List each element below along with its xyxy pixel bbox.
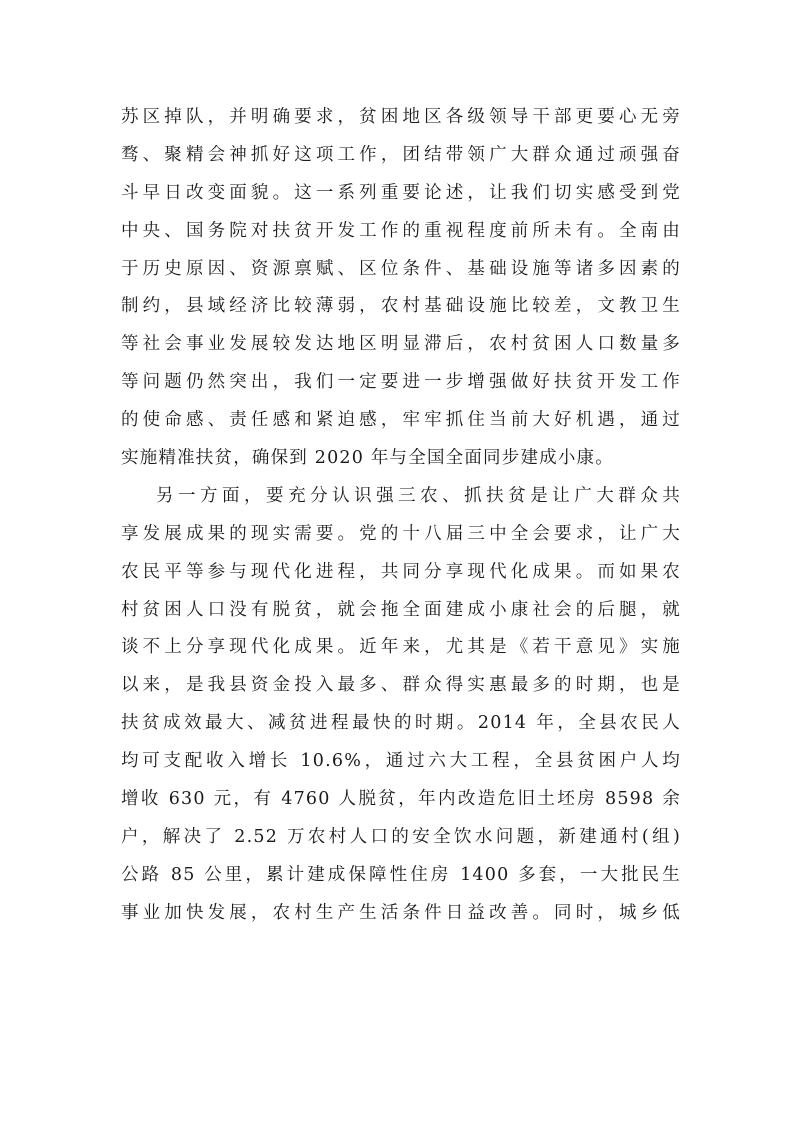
text-line: 于历史原因、资源禀赋、区位条件、基础设施等诸多因素的 — [121, 258, 681, 279]
text-line: 扶贫成效最大、减贫进程最快的时期。2014 年，全县农民人 — [121, 713, 681, 734]
text-line: 谈不上分享现代化成果。近年来，尤其是《若干意见》实施 — [121, 637, 681, 658]
text-line: 制约，县域经济比较薄弱，农村基础设施比较差，文教卫生 — [121, 296, 681, 317]
text-line: 农民平等参与现代化进程，共同分享现代化成果。而如果农 — [121, 561, 681, 582]
text-line: 均可支配收入增长 10.6%，通过六大工程，全县贫困户人均 — [121, 751, 681, 772]
text-line: 增收 630 元，有 4760 人脱贫，年内改造危旧土坯房 8598 余 — [121, 789, 681, 810]
paragraph-first-line: 另一方面，要充分认识强三农、抓扶贫是让广大群众共 — [156, 485, 681, 506]
text-line: 斗早日改变面貌。这一系列重要论述，让我们切实感受到党 — [121, 182, 681, 203]
text-line: 事业加快发展，农村生产生活条件日益改善。同时，城乡低 — [121, 902, 681, 923]
text-line: 等问题仍然突出，我们一定要进一步增强做好扶贫开发工作 — [121, 372, 681, 393]
text-line: 户，解决了 2.52 万农村人口的安全饮水问题，新建通村(组) — [121, 826, 681, 847]
paragraph-end-line: 实施精准扶贫，确保到 2020 年与全国全面同步建成小康。 — [121, 448, 614, 469]
text-line: 中央、国务院对扶贫开发工作的重视程度前所未有。全南由 — [121, 220, 681, 241]
text-line: 等社会事业发展较发达地区明显滞后，农村贫困人口数量多 — [121, 334, 681, 355]
text-line: 以来，是我县资金投入最多、群众得实惠最多的时期，也是 — [121, 675, 681, 696]
text-line: 骛、聚精会神抓好这项工作，团结带领广大群众通过顽强奋 — [121, 144, 681, 165]
text-line: 村贫困人口没有脱贫，就会拖全面建成小康社会的后腿，就 — [121, 599, 681, 620]
text-line: 苏区掉队，并明确要求，贫困地区各级领导干部更要心无旁 — [121, 107, 681, 127]
text-line: 享发展成果的现实需要。党的十八届三中全会要求，让广大 — [121, 523, 681, 544]
body-text — [121, 99, 681, 933]
text-line: 公路 85 公里，累计建成保障性住房 1400 多套，一大批民生 — [121, 864, 681, 885]
text-line: 的使命感、责任感和紧迫感，牢牢抓住当前大好机遇，通过 — [121, 410, 681, 431]
